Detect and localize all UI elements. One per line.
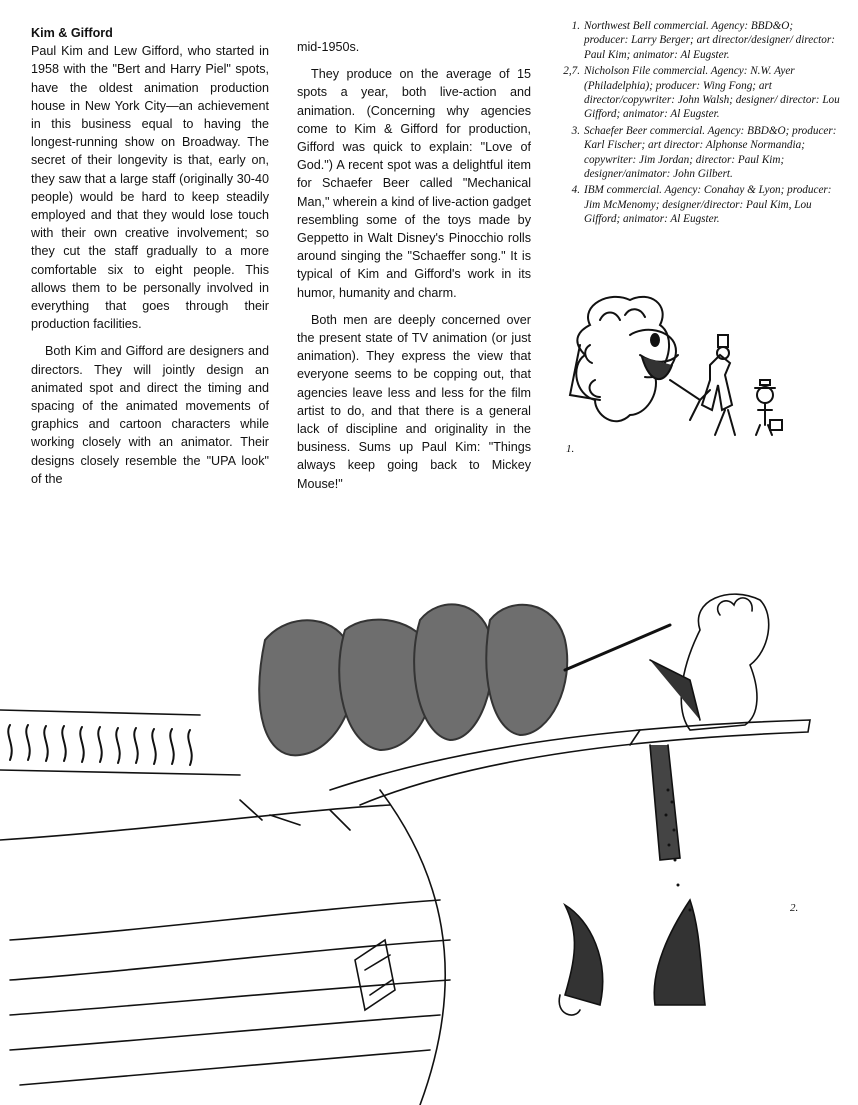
credit-number: 3. [571,124,580,137]
figure-label-1: 1. [566,443,575,455]
credit-text: Northwest Bell commercial. Agency: BBD&O; producer: Larry Berger; art director/designer/ director: Paul Kim; animator: Al Eugster. [584,20,835,61]
credit-item [548,183,840,226]
credit-number: 1. [571,20,580,32]
article-column-1 [31,24,269,497]
paragraph: Both men are deeply concerned over the present state of TV animation (or just animation). They express the view that everyone seems to be copping out, that agencies leave less and less for the film artist to do, and that there is a general lack of discipline and originality in the business. Sums up Paul Kim: "Things always keep going back to Mickey Mouse!" [297,312,531,491]
credits-list [548,19,840,229]
credit-item [548,64,840,122]
paragraph: mid-1950s. [297,40,360,54]
credit-text: IBM commercial. Agency: Conahay & Lyon; producer: Jim McMenomy; designer/director: Paul Kim, Lou Gifford; animator: Al Eugster. [584,184,832,226]
illustration-lion-cartoon [560,285,800,465]
article-column-2 [297,38,531,502]
credit-text: Nicholson File commercial. Agency: N.W. Ayer (Philadelphia); producer: Wing Fong; art director/copywriter: John Walsh; designer/ director: Lou Gifford; animator: Al Eugster. [584,65,840,121]
illustration-pirates-plank [0,540,858,1105]
paragraph: They produce on the average of 15 spots a year, both live-action and animation. (Concerning why agencies come to Kim & Gifford for production, Gifford was quick to explain: "Love of God.") A recent spot was a delightful item for Schaefer Beer called "Mechanical Man," wherein a kind of live-action gadget resembling some of the toys made by Geppetto in Walt Disney's Pinocchio rolls around singing the "Schaeffer song." It is typical of Kim and Gifford's work in its humor, humanity and charm. [297,67,531,300]
credit-number: 4. [571,184,580,197]
credit-text: Schaefer Beer commercial. Agency: BBD&O; producer: Karl Fischer; art director: Alphonse Normandia; copywriter: Jim Jordan; director: Paul Kim; designer/animator: John Gilbert. [584,124,837,181]
figure-label-2: 2. [790,902,799,914]
paragraph: Paul Kim and Lew Gifford, who started in 1958 with the "Bert and Harry Piel" spots, have the oldest animation production house in New York City—an achievement in this business equal to having the longest-running show on Broadway. The secret of their longevity is that, early on, they saw that a large staff (originally 30-40 people) would be hard to keep steadily employed and that they would lose touch with their own creative involvement; so they cut the staff gradually to a more comfortable six to eight people. This allows them to be personally involved in everything that goes through their production facilities. [31,44,269,332]
credit-number: 2,7. [563,65,580,78]
article-heading: Kim & Gifford [31,26,113,40]
credit-item [548,19,840,62]
paragraph: Both Kim and Gifford are designers and directors. They will jointly design an animated spot and direct the timing and spacing of the animated movements of graphics and cartoon characters while working closely with an animator. Their designs closely resemble the "UPA look" of the [31,344,269,486]
credit-item [548,124,840,182]
